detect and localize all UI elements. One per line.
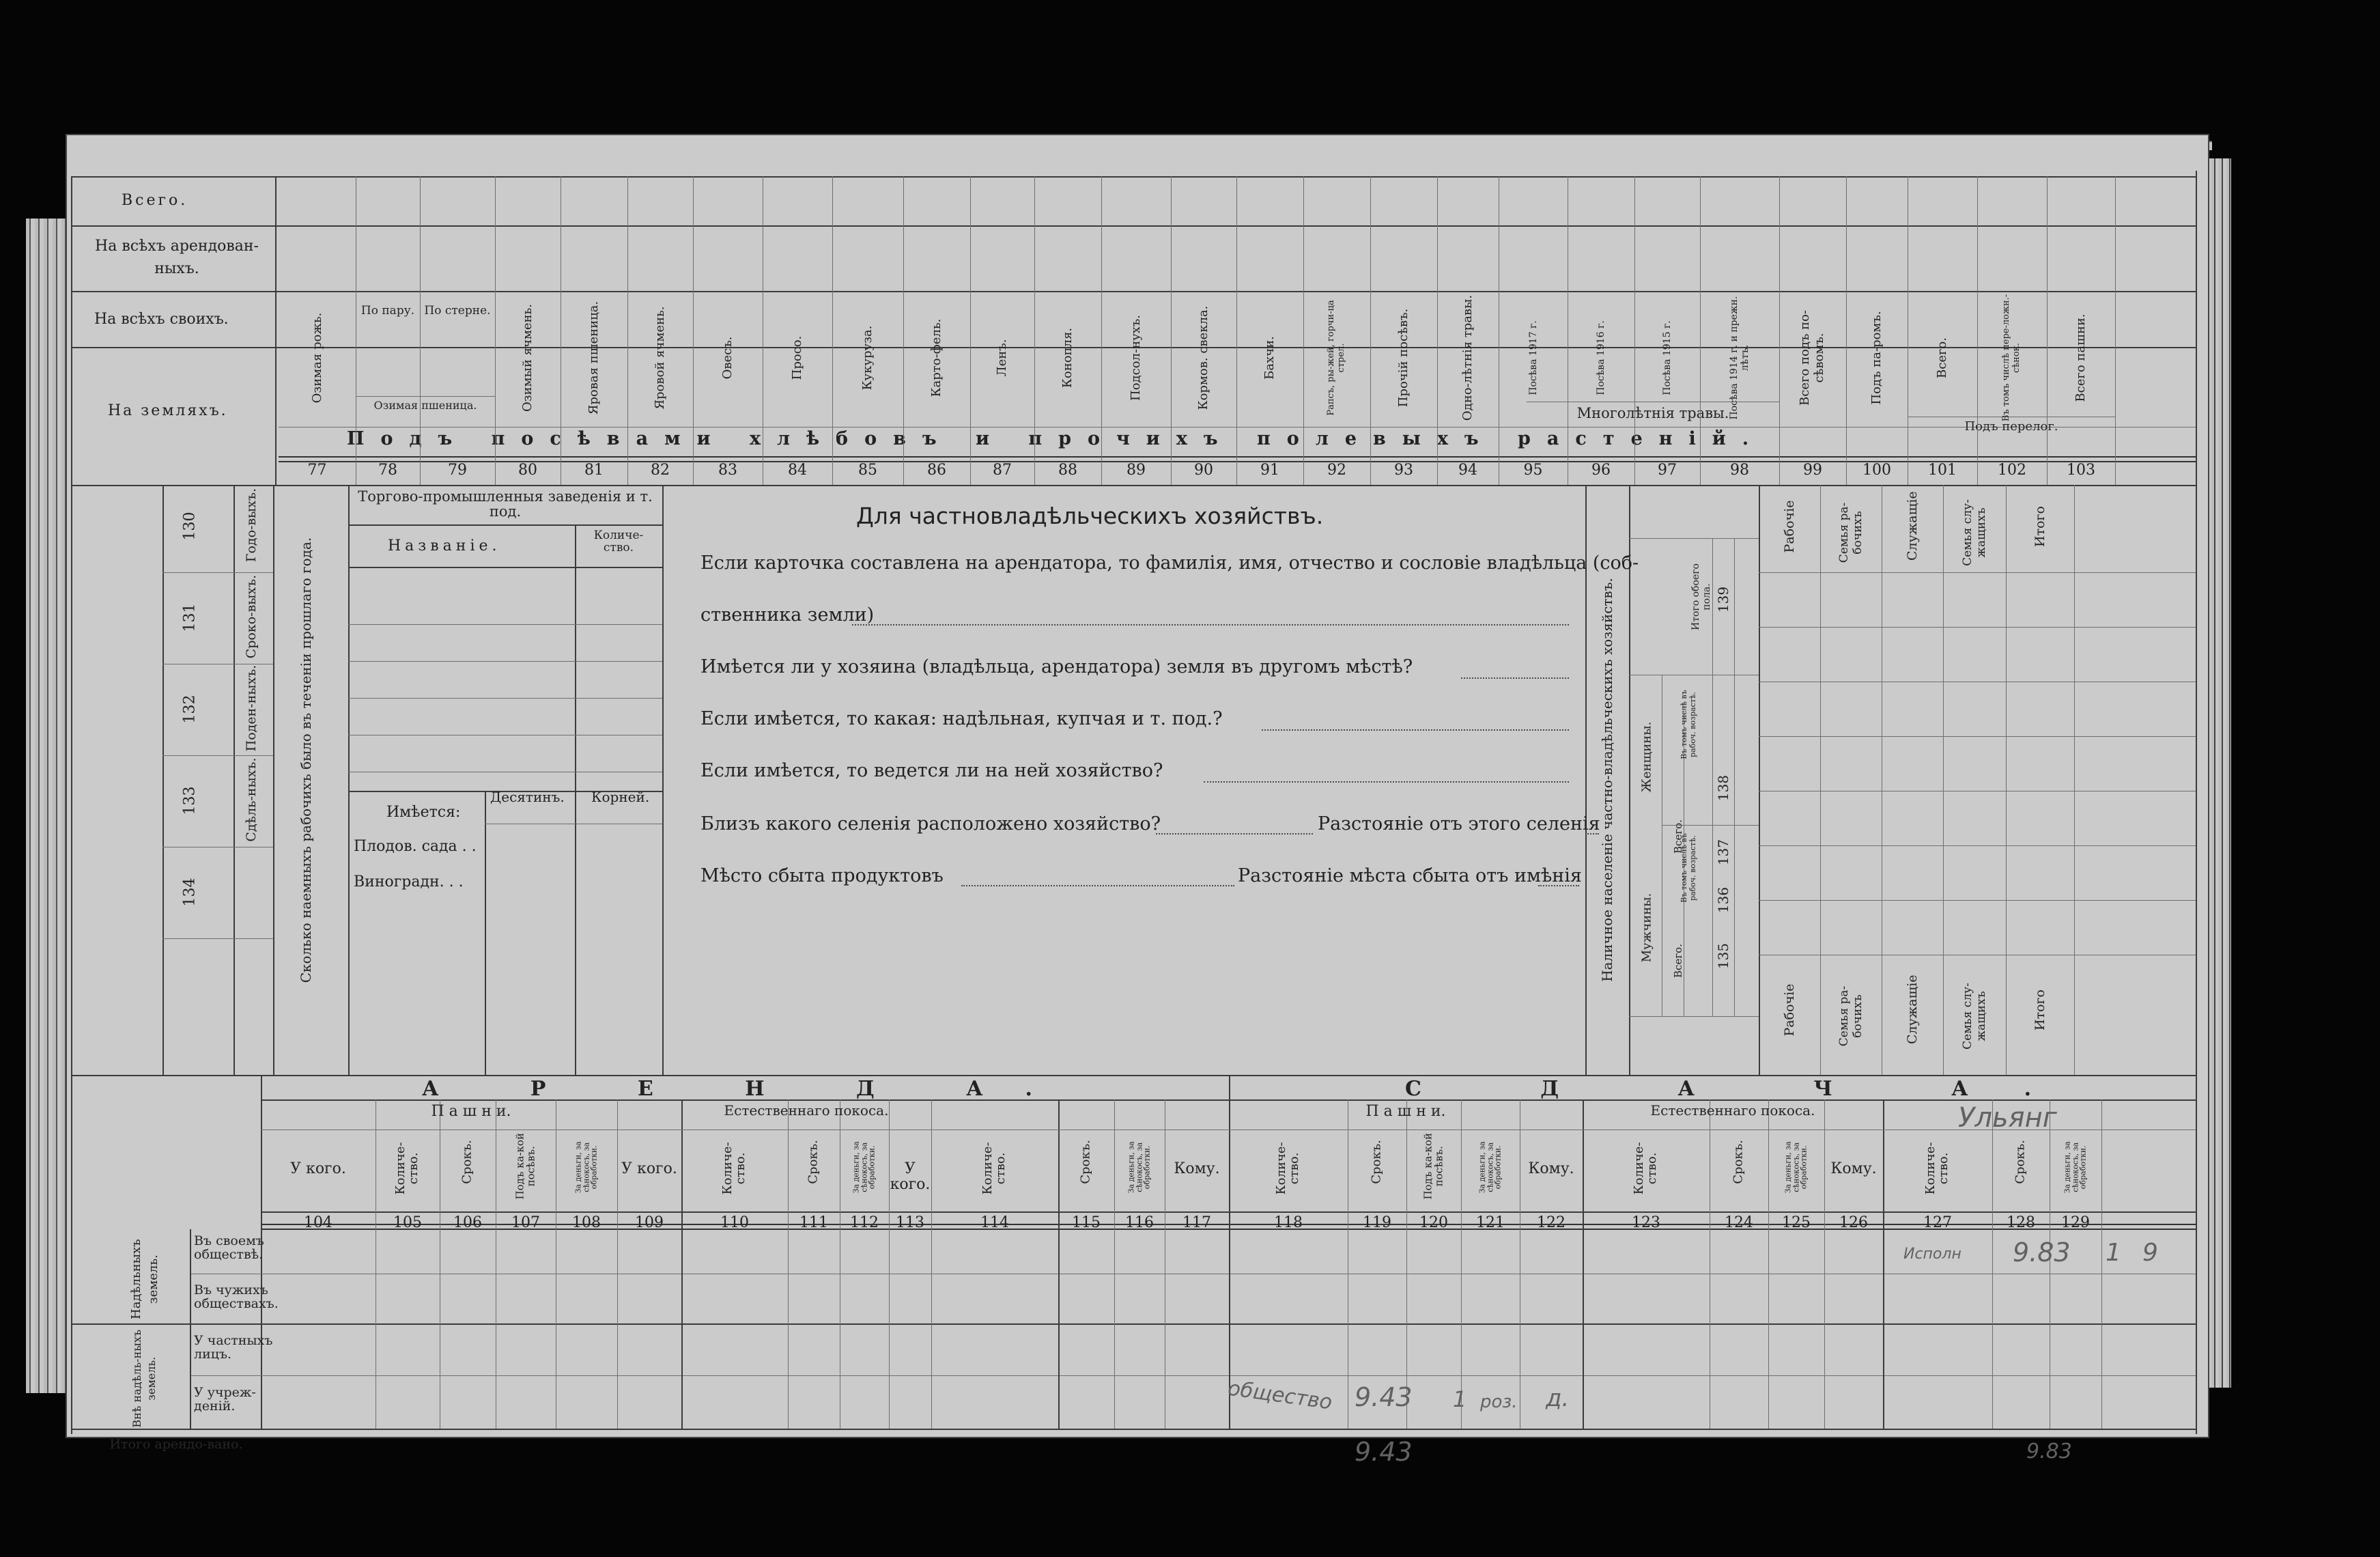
crop-header-88: Конопля.	[1060, 327, 1075, 389]
row-label-own: На всѣхъ своихъ.	[94, 311, 229, 328]
top-col-num-92: 92	[1327, 462, 1346, 479]
lease-col-num-127: 127	[1923, 1214, 1952, 1231]
rc-employees-top: Служащіе	[1905, 491, 1920, 561]
lease-col-num-129: 129	[2061, 1214, 2090, 1231]
sdacha-pashni-head: П а ш н и.	[1365, 1103, 1446, 1120]
lease-col-head-126: Кому.	[1830, 1160, 1877, 1177]
lease-col-num-110: 110	[720, 1214, 749, 1231]
top-col-num-88: 88	[1058, 462, 1077, 479]
rc-total-bottom: Итого	[2032, 990, 2048, 1030]
lease-col-num-126: 126	[1839, 1214, 1868, 1231]
top-col-num-77: 77	[307, 462, 327, 479]
lease-col-head-117: Кому.	[1174, 1160, 1220, 1177]
rc-workers-family-top: Семья ра-бочихъ	[1837, 502, 1865, 563]
top-col-num-97: 97	[1658, 462, 1677, 479]
lease-col-head-123: Количе-ство.	[1632, 1142, 1659, 1195]
pop-num-135: 135	[1715, 942, 1731, 970]
handwriting-roz: роз.	[1480, 1392, 1518, 1412]
head-piecework: Сдѣль-ныхъ.	[244, 757, 259, 842]
rc-workers-top: Рабочіе	[1782, 500, 1797, 553]
question-distance: Разстояніе отъ этого селенія	[1318, 813, 1600, 834]
pop-num-139: 139	[1715, 586, 1731, 613]
question-farming: Если имѣется, то ведется ли на ней хозяйство?	[700, 760, 1163, 781]
crop-header-84: Просо.	[789, 335, 804, 380]
handwriting-9: 9	[2142, 1239, 2158, 1267]
crop-header-100: Подъ па-ромъ.	[1869, 311, 1884, 405]
head-daily: Поден-ныхъ.	[244, 664, 259, 752]
crop-header-103: Всего пашни.	[2073, 313, 2088, 402]
top-col-num-86: 86	[927, 462, 946, 479]
lease-col-head-127: Количе-ство.	[1923, 1142, 1951, 1195]
row-label-total: Всего.	[122, 192, 188, 209]
lease-col-head-121: За деньги, за сѣнокосъ, за обработки.	[1477, 1141, 1503, 1194]
top-col-num-90: 90	[1194, 462, 1213, 479]
top-col-num-93: 93	[1394, 462, 1413, 479]
rc-total-top: Итого	[2032, 506, 2048, 547]
crop-header-95: Посѣва 1917 г.	[1527, 320, 1539, 395]
lease-col-num-108: 108	[572, 1214, 601, 1231]
crop-header-81: Яровая пшеница.	[586, 300, 601, 415]
lease-col-num-128: 128	[2007, 1214, 2035, 1231]
question-market-distance: Разстояніе мѣста сбыта отъ имѣнія	[1238, 865, 1582, 886]
lease-col-num-121: 121	[1476, 1214, 1505, 1231]
sown-band-label: Подъ посѣвами хлѣбовъ и прочихъ полевыхъ растеній.	[347, 428, 1766, 449]
crop-header-91: Бахчи.	[1262, 336, 1277, 380]
lease-col-head-110: Количе-ство.	[720, 1142, 748, 1195]
lease-col-num-107: 107	[511, 1214, 540, 1231]
handwriting-ispolm: Исполн	[1903, 1246, 1961, 1263]
left-num-133: 133	[181, 786, 199, 815]
men-working-head: Въ томъ числѣ въ рабоч. возрастѣ.	[1680, 833, 1697, 903]
crop-header-78: По пару.	[360, 304, 415, 318]
handwriting-sdacha: Ульянг	[1958, 1102, 2057, 1134]
top-col-num-94: 94	[1458, 462, 1477, 479]
crop-header-86: Карто-фель.	[929, 318, 944, 397]
lease-col-head-115: Срокъ.	[1078, 1140, 1093, 1184]
rc-workers-bottom: Рабочіе	[1782, 983, 1797, 1037]
lease-col-num-124: 124	[1725, 1214, 1753, 1231]
rc-employees-family-bottom: Семья слу-жащихъ	[1961, 983, 1988, 1050]
lease-col-head-122: Кому.	[1528, 1160, 1574, 1177]
crop-header-85: Кукуруза.	[860, 325, 875, 391]
men-label: Мужчины.	[1639, 893, 1654, 963]
sdacha-title: С Д А Ч А.	[1405, 1077, 2088, 1101]
lease-col-num-114: 114	[980, 1214, 1009, 1231]
handwriting-943-a: 9.43	[1355, 1382, 1413, 1412]
ozim-wheat-label: Озимая пшеница.	[373, 399, 477, 412]
lease-col-head-124: Срокъ.	[1731, 1140, 1746, 1184]
vineyard-label: Виноградн. . .	[354, 873, 464, 890]
lease-col-num-122: 122	[1537, 1214, 1566, 1231]
handwriting-983: 9.83	[2013, 1237, 2071, 1267]
lease-col-head-119: Срокъ.	[1369, 1140, 1384, 1184]
quantity-col-head: Количе-ство.	[593, 529, 644, 555]
crop-header-102: Въ томъ числѣ пере-ложн.-сѣнок.	[2001, 294, 2022, 422]
handwriting-943-b: 9.43	[1355, 1437, 1413, 1467]
arenda-pashni-head: П а ш н и.	[431, 1103, 511, 1120]
row-label-lands: На земляхъ.	[108, 402, 228, 419]
imeetsya-label: Имѣется:	[386, 804, 461, 821]
top-col-num-95: 95	[1523, 462, 1543, 479]
left-num-131: 131	[181, 603, 199, 632]
crop-header-80: Озимый ячмень.	[520, 303, 535, 412]
crop-header-93: Прочій посѣвъ.	[1396, 308, 1411, 408]
lease-col-num-119: 119	[1363, 1214, 1391, 1231]
lease-col-num-113: 113	[896, 1214, 924, 1231]
top-col-num-99: 99	[1803, 462, 1822, 479]
hired-workers-title: Сколько наемныхъ рабочихъ было въ теченіи прошлаго года.	[298, 537, 314, 983]
lease-col-head-114: Количе-ство.	[980, 1142, 1008, 1195]
crop-header-104	[2135, 293, 2176, 423]
question-market: Мѣсто сбыта продуктовъ	[700, 865, 944, 886]
question-village: Близъ какого селенія расположено хозяйство?	[700, 813, 1161, 834]
lease-col-num-120: 120	[1419, 1214, 1448, 1231]
crop-header-97: Посѣва 1915 г.	[1661, 320, 1673, 395]
question-other-land: Имѣется ли у хозяина (владѣльца, арендатора) земля въ другомъ мѣстѣ?	[700, 656, 1413, 677]
top-col-num-100: 100	[1862, 462, 1891, 479]
perennial-grass-label: Многолѣтнія травы.	[1576, 405, 1729, 421]
top-col-num-96: 96	[1591, 462, 1611, 479]
top-col-num-89: 89	[1127, 462, 1146, 479]
lease-col-num-115: 115	[1072, 1214, 1101, 1231]
lease-col-num-104: 104	[304, 1214, 332, 1231]
top-col-num-84: 84	[788, 462, 807, 479]
population-title: Наличное населеніе частно-владѣльческихъ хозяйствъ.	[1599, 578, 1615, 982]
lease-col-num-111: 111	[799, 1214, 828, 1231]
rc-workers-family-bottom: Семья ра-бочихъ	[1837, 985, 1865, 1047]
lease-col-head-129: За деньги, за сѣнокосъ, за обработки.	[2063, 1141, 2088, 1194]
row-private: У частныхъ лицъ.	[194, 1333, 273, 1362]
crop-header-83: Овесъ.	[720, 336, 735, 380]
row-institutions: У учреж-деній.	[194, 1385, 256, 1414]
lease-col-num-116: 116	[1125, 1214, 1154, 1231]
top-col-num-83: 83	[718, 462, 737, 479]
desyatin-label: Десятинъ.	[490, 789, 565, 805]
rc-employees-family-top: Семья слу-жащихъ	[1961, 499, 1988, 566]
lease-col-head-120: Подъ ка-кой посѣвъ.	[1421, 1133, 1445, 1200]
perelog-label: Подъ перелог.	[1964, 419, 2058, 434]
crop-header-94: Одно-лѣтнія травы.	[1460, 294, 1475, 421]
crop-header-87: Ленъ.	[994, 339, 1009, 377]
lease-col-head-104: У кого.	[290, 1160, 346, 1177]
left-num-134: 134	[181, 878, 199, 907]
lease-col-num-117: 117	[1182, 1214, 1211, 1231]
vnenadel-label: Внѣ надѣль-ныхъ земель.	[130, 1329, 158, 1428]
top-col-num-78: 78	[378, 462, 397, 479]
row-label-rented: На всѣхъ арендован-ныхъ.	[95, 238, 259, 277]
handwriting-1b: 1	[1453, 1386, 1467, 1412]
korney-label: Корней.	[591, 789, 650, 805]
lease-col-num-118: 118	[1274, 1214, 1303, 1231]
crop-header-89: Подсол-нухъ.	[1128, 315, 1143, 401]
lease-col-num-106: 106	[453, 1214, 482, 1231]
lease-col-head-112: За деньги, за сѣнокосъ, за обработки.	[851, 1141, 877, 1194]
lease-col-head-109: У кого.	[621, 1160, 677, 1177]
lease-col-head-113: У кого.	[890, 1160, 931, 1194]
left-num-132: 132	[181, 695, 199, 724]
question-owner-cont: ственника земли)	[700, 604, 875, 626]
lease-col-head-116: За деньги, за сѣнокосъ, за обработки.	[1127, 1141, 1152, 1194]
crop-header-79: По стерне.	[424, 304, 491, 318]
rc-employees-bottom: Служащіе	[1905, 974, 1920, 1044]
women-total-head: Всего.	[1672, 819, 1684, 854]
lease-col-head-106: Срокъ.	[459, 1140, 474, 1184]
crop-header-101: Всего.	[1934, 337, 1949, 378]
arenda-pokos-head: Естественнаго покоса.	[724, 1102, 889, 1119]
top-col-num-85: 85	[858, 462, 877, 479]
lease-col-num-125: 125	[1782, 1214, 1811, 1231]
row-own-society: Въ своемъ обществѣ.	[194, 1233, 264, 1262]
row-total-rented: Итого арендо-вано.	[109, 1437, 243, 1452]
left-paper-edge	[26, 219, 66, 1393]
sdacha-pokos-head: Естественнаго покоса.	[1650, 1102, 1815, 1119]
handwriting-d: д.	[1546, 1385, 1570, 1412]
row-other-society: Въ чужихъ обществахъ.	[194, 1282, 279, 1311]
nadel-label: Надѣльныхъ земель.	[128, 1239, 160, 1319]
top-col-num-103: 103	[2067, 462, 2095, 479]
lease-col-head-105: Количе-ство.	[393, 1142, 421, 1195]
crop-header-99: Всего подъ по-сѣвомъ.	[1798, 310, 1826, 406]
crop-header-98: Посѣва 1914 г. и прежн. лѣтъ.	[1728, 296, 1751, 420]
orchard-label: Плодов. сада . .	[354, 838, 477, 855]
top-col-num-98: 98	[1730, 462, 1749, 479]
lease-col-num-112: 112	[850, 1214, 879, 1231]
crop-header-90: Кормов. свекла.	[1195, 305, 1210, 410]
pop-num-137: 137	[1715, 839, 1731, 866]
arenda-title: А Р Е Н Д А.	[422, 1077, 1075, 1101]
handwriting-obshchestvo: общество	[1226, 1376, 1334, 1415]
crop-header-96: Посѣва 1916 г.	[1595, 320, 1606, 395]
lease-col-head-108: За деньги, за сѣнокосъ, за обработки.	[573, 1141, 599, 1194]
question-land-type: Если имѣется, то какая: надѣльная, купчая и т. под.?	[700, 708, 1223, 729]
top-col-num-80: 80	[518, 462, 537, 479]
top-col-num-101: 101	[1928, 462, 1957, 479]
crop-header-92: Рапсъ, ры-жей, горчи-ца стрел.	[1326, 300, 1346, 416]
handwriting-983-b: 9.83	[2026, 1440, 2072, 1463]
total-both-head: Итого обоего пола.	[1690, 563, 1712, 630]
crop-header-77: Озимая рожь.	[309, 312, 324, 404]
pop-num-138: 138	[1715, 774, 1731, 802]
private-farms-title: Для частновладѣльческихъ хозяйствъ.	[856, 503, 1324, 529]
top-col-num-82: 82	[651, 462, 670, 479]
top-col-num-81: 81	[584, 462, 604, 479]
census-card	[66, 134, 2209, 1467]
lease-col-num-109: 109	[635, 1214, 664, 1231]
question-owner: Если карточка составлена на арендатора, то фамилія, имя, отчество и сословіе владѣльца (соб-	[700, 552, 1639, 574]
crop-header-82: Яровой ячмень.	[652, 306, 667, 410]
left-num-130: 130	[181, 511, 199, 541]
women-working-head: Въ томъ числѣ въ рабоч. возрастѣ.	[1680, 690, 1697, 759]
lease-col-head-128: Срокъ.	[2013, 1140, 2028, 1184]
top-col-num-102: 102	[1998, 462, 2026, 479]
lease-col-head-125: За деньги, за сѣнокосъ, за обработки.	[1783, 1141, 1809, 1194]
name-col-head: Названіе.	[388, 537, 501, 555]
lease-col-num-105: 105	[393, 1214, 422, 1231]
top-col-num-91: 91	[1260, 462, 1279, 479]
handwriting-1: 1	[2106, 1239, 2121, 1267]
head-yearly: Годо-выхъ.	[244, 488, 259, 563]
women-label: Женщины.	[1639, 721, 1654, 793]
men-total-head: Всего.	[1672, 944, 1684, 978]
pop-num-136: 136	[1715, 886, 1731, 914]
top-col-num-87: 87	[993, 462, 1012, 479]
top-col-num-79: 79	[448, 462, 467, 479]
lease-col-head-107: Подъ ка-кой посѣвъ.	[513, 1133, 537, 1200]
lease-col-head-118: Количе-ство.	[1274, 1142, 1301, 1195]
trade-title: Торгово-промышленныя заведенія и т. под.	[358, 488, 653, 520]
head-term: Сроко-выхъ.	[244, 574, 259, 659]
lease-col-head-111: Срокъ.	[806, 1140, 821, 1184]
lease-col-num-123: 123	[1632, 1214, 1660, 1231]
